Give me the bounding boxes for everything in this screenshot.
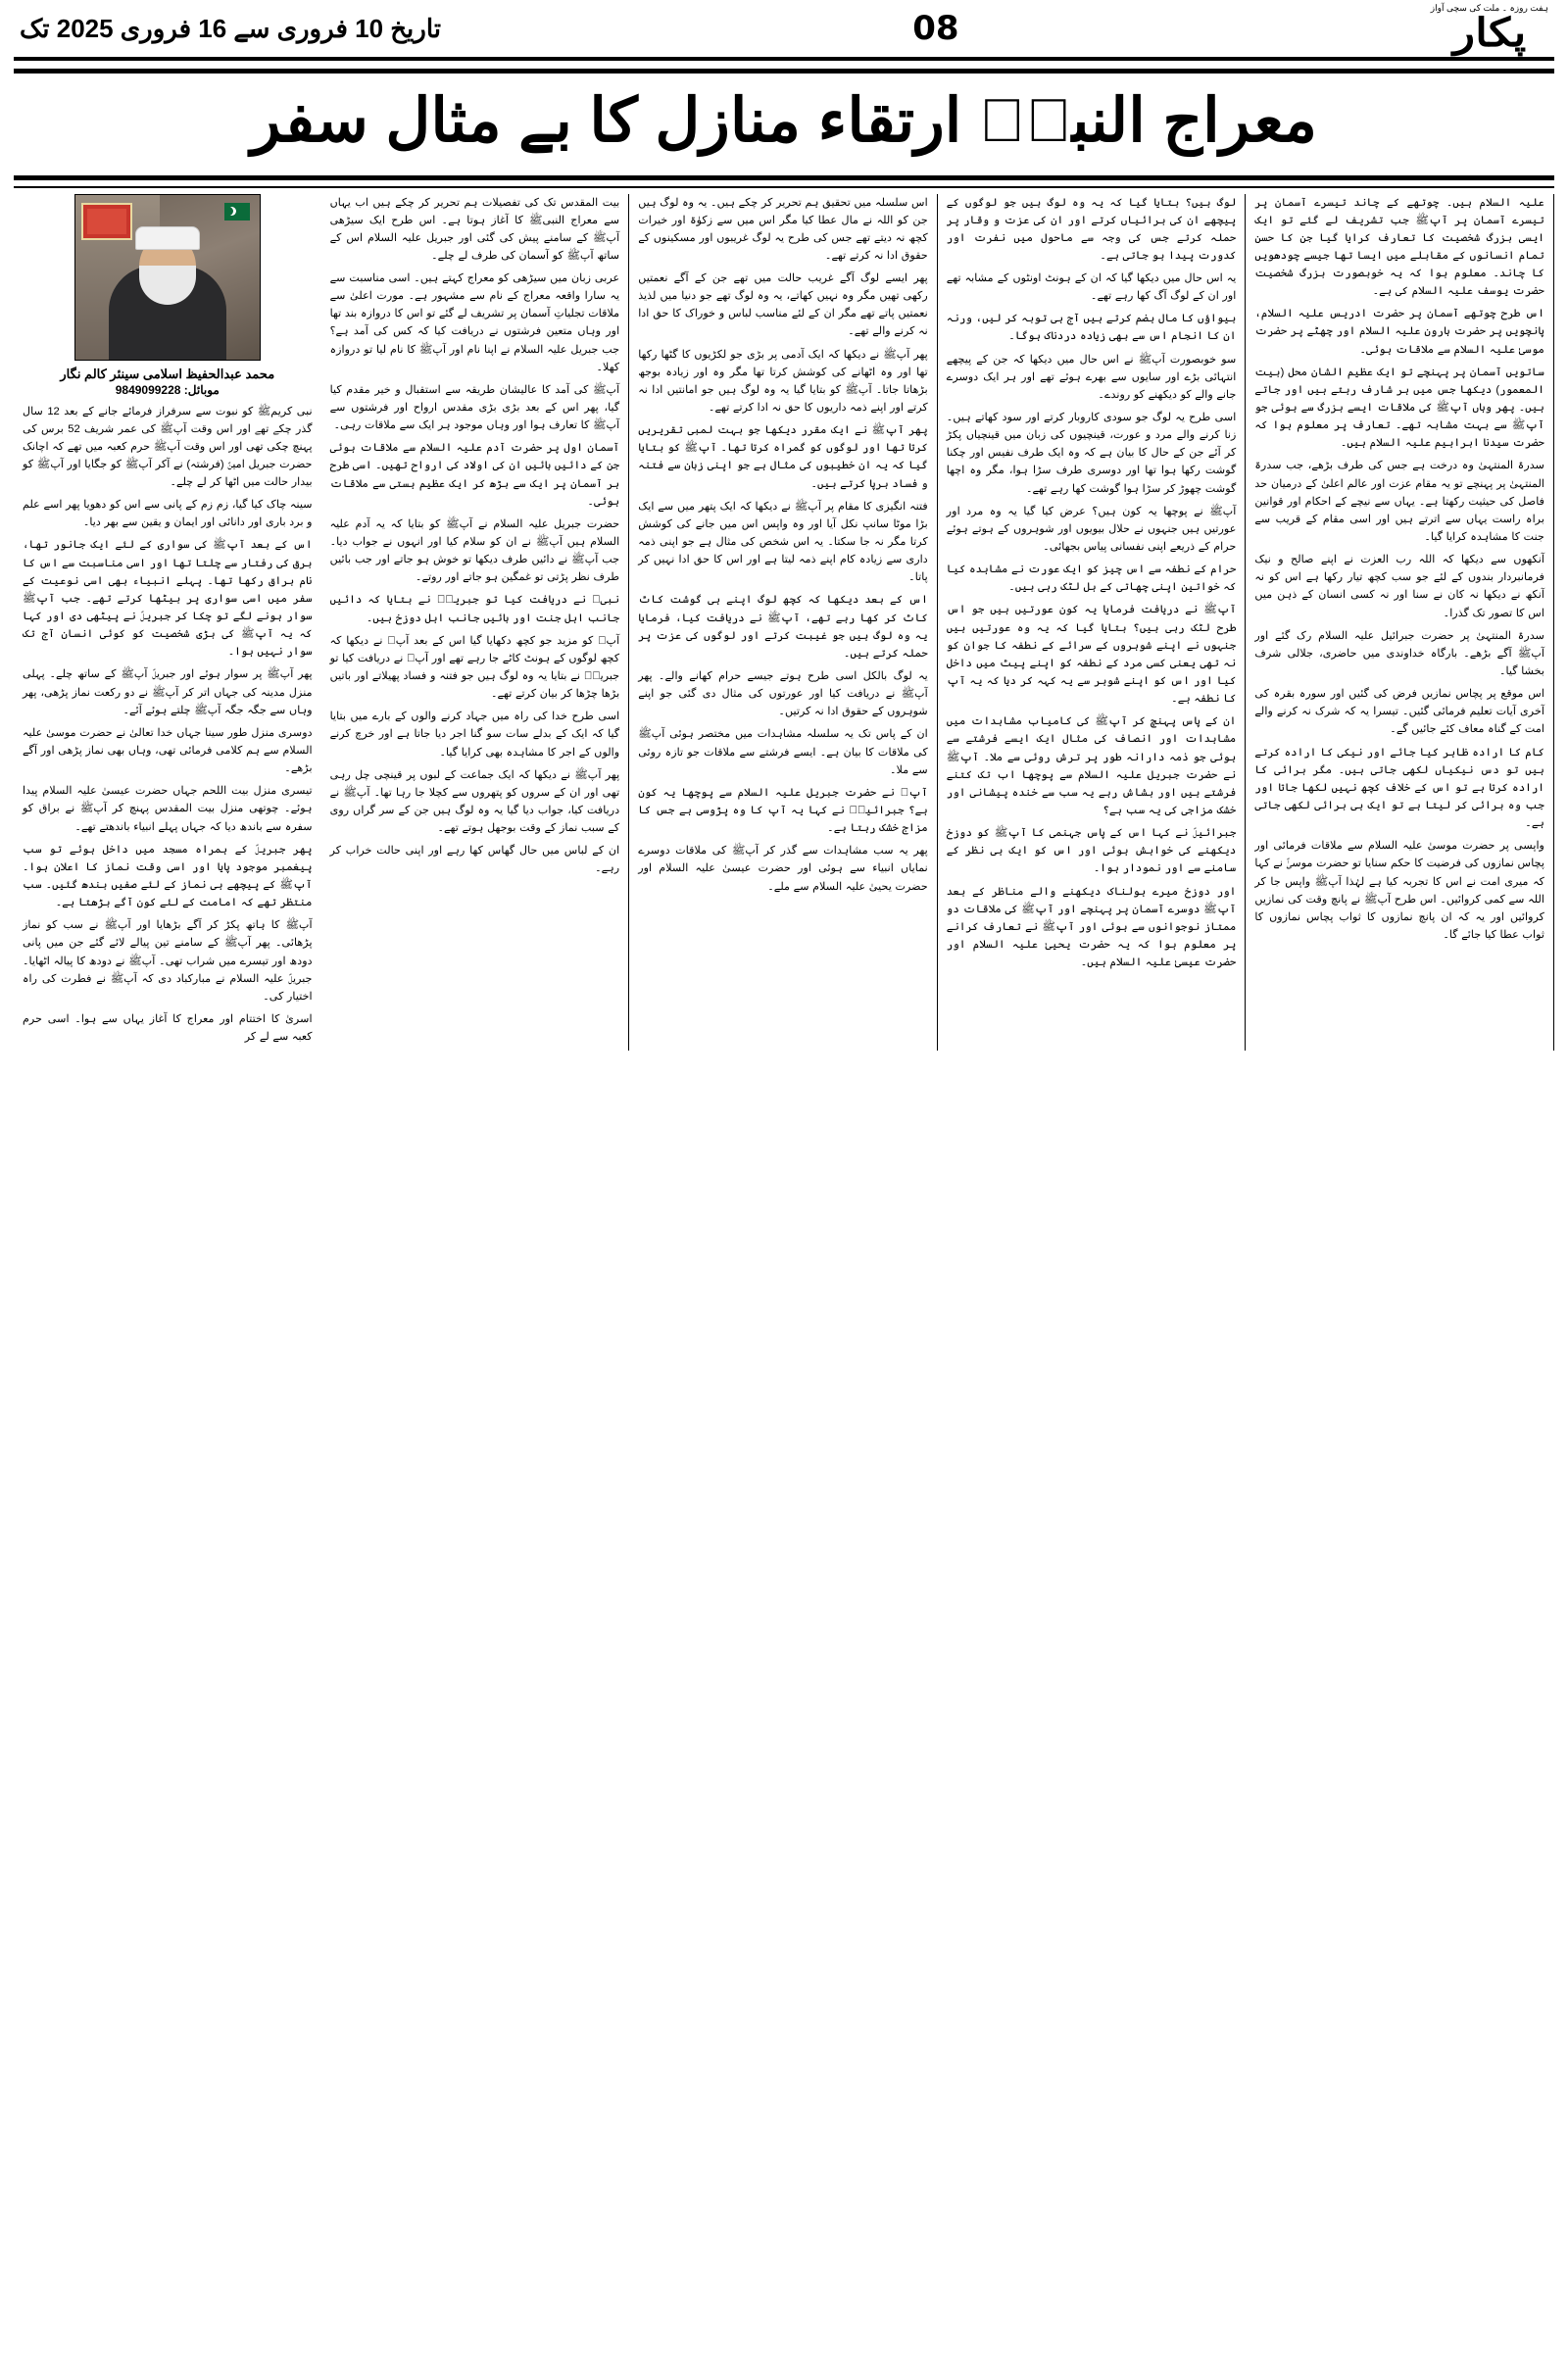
column-container [14,194,1554,1052]
paragraph: آسمان اول پر حضرت آدم علیہ السلام سے ملاقات ہوئی جن کے دائیں بائیں ان کی اولاد کی ارواح تھیں۔ اسی طرح ہر آسمان پر ایک سے بڑھ کر ایک عظیم ہستی سے ملاقات ہوئی۔ [329,442,620,508]
issue-date: تاریخ 10 فروری سے 16 فروری 2025 تک [20,13,442,43]
paragraph: نبیﷺ نے دریافت کیا تو جبریلؑ نے بتایا کہ دائیں جانب اہل جنت اور بائیں جانب اہل دوزخ ہیں۔ [329,594,620,624]
paragraph: یہ لوگ بالکل اسی طرح ہوتے جیسے حرام کھانے والے۔ پھر آپﷺ نے دریافت کیا اور عورتوں کی مثال دی گئی جو اپنے شوہروں کے حقوق ادا نہ کرتیں۔ [638,670,928,718]
page-number: 08 [912,9,959,48]
author-photo [74,194,261,361]
paragraph: بیت المقدس تک کی تفصیلات ہم تحریر کر چکے ہیں اب یہاں سے معراج النبیﷺ کا آغاز ہوتا ہے۔ اس طرح ایک سیڑھی آپﷺ کے سامنے پیش کی گئی اور جبریل علیہ السلام اس کے ساتھ آپﷺ کو آسمان کی طرف لے چلے۔ [329,196,620,262]
paragraph: دوسری منزل طور سینا جہاں خدا تعالیٰ نے حضرت موسیٰ علیہ السلام سے ہم کلامی فرمائی تھی، وہاں بھی نماز پڑھی اور آگے بڑھے۔ [23,726,313,775]
paragraph: حرام کے نطفہ سے اس چیز کو ایک عورت نے مشاہدہ کیا کہ خواتین اپنی چھاتی کے بل لٹک رہی ہیں۔ [946,564,1237,594]
paragraph: اس موقع پر پچاس نمازیں فرض کی گئیں اور سورہ بقرہ کی آخری آیات تعلیم فرمائی گئیں۔ تیسرا یہ کہ شرک نہ کرنے والے امت کے گناہ معاف کئے جائیں گے۔ [1254,688,1544,736]
paragraph: پھر یہ سب مشاہدات سے گذر کر آپﷺ کی ملاقات دوسرے نمایاں انبیاء سے ہوئی اور حضرت عیسیٰ علیہ السلام اور حضرت یحییٰ علیہ السلام سے ملے۔ [638,845,928,893]
paragraph: واپسی پر حضرت موسیٰ علیہ السلام سے ملاقات فرمائی اور پچاس نمازوں کی فرضیت کا حکم سنایا تو حضرت موسیٰؑ نے کہا کہ میری امت نے اس کا تجربہ کیا ہے لہٰذا آپﷺ واپس جا کر اللہ سے کمی کروائیں۔ اس طرح آپﷺ نے پانچ وقت کی نمازیں کروائیں اور یہ کہ ان پانچ نمازوں کا ثواب پچاس نمازوں کا ثواب عطا کیا جائے گا۔ [1254,840,1544,941]
paragraph: ساتویں آسمان پر پہنچے تو ایک عظیم الشان محل (بیت المعمور) دیکھا جس میں ہر شارف رہتے ہیں اور جاتے ہیں۔ پھر وہاں آپﷺ کی ملاقات ایسے بزرگ سے ہوئی جو آپﷺ سے بہت مشابہ تھے۔ تعارف پر معلوم ہوا کہ حضرت سیدنا ابراہیم علیہ السلام ہیں۔ [1254,366,1544,450]
paragraph: سو خوبصورت آپﷺ نے اس حال میں دیکھا کہ جن کے پیچھے انتہائی بڑے اور سایوں سے بھرے ہوئے تھے اور ہر ایک دوسرے جانے والے کو دیکھنے کو روندے۔ [946,353,1237,401]
paragraph: جبرائیلؑ نے کہا اس کے پاس جہنمی کا آپﷺ کو دوزخ دیکھنے کی خواہش ہوئی اور اس کو ایک ہی نظر کے سامنے سے اور نمودار ہوا۔ [946,827,1237,875]
paragraph: عربی زبان میں سیڑھی کو معراج کہتے ہیں۔ اسی مناسبت سے یہ سارا واقعہ معراج کے نام سے مشہور ہے۔ مورت اعلیٰ سے ملاقات تجلیاتِ آسمان پر تشریف لے گئے تو اس کا دروازہ بند تھا اور وہاں متعین فرشتوں نے دریافت کیا کہ کس کی آمد ہے؟ جب جبریل علیہ السلام نے اپنا نام اور آپﷺ کا نام لیا تو دروازہ کھلا۔ [329,272,620,373]
text-column-2 [321,194,630,1052]
paragraph: اسی طرح خدا کی راہ میں جہاد کرنے والوں کے بارے میں بتایا گیا کہ ایک کے بدلے سات سو گنا اجر دیا جاتا ہے اور خرچ کرنے والوں کے اجر کا مشاہدہ بھی کرایا گیا۔ [329,711,620,759]
text-column-3 [629,194,938,1052]
paragraph: سدرۃ المنتہیٰ پر حضرت جبرائیل علیہ السلام رک گئے اور آپﷺ آگے بڑھے۔ بارگاہ خداوندی میں حاضری، جلالی شرف بخشا گیا۔ [1254,629,1544,678]
paragraph: اس سلسلہ میں تحقیق ہم تحریر کر چکے ہیں۔ یہ وہ لوگ ہیں جن کو اللہ نے مال عطا کیا مگر اس میں سے زکوٰۃ اور خیرات کچھ نہ دیتے تھے جس کی طرح یہ لوگ غریبوں اور مسکینوں کے حقوق ادا نہ کرتے تھے۔ [638,196,928,262]
logo-text: پکار [1452,11,1527,55]
paragraph: ان کے پاس تک یہ سلسلہ مشاہدات میں مختصر ہوئی آپﷺ کی ملاقات کا بیان ہے۔ ایسے فرشتے سے ملاقات جو تازہ روئی سے ملا۔ [638,728,928,776]
paragraph: سدرۃ المنتہیٰ وہ درخت ہے جس کی طرف بڑھے، جب سدرۃ المنتہیٰ پر پہنچے تو یہ مقام عزت اور عالم اعلیٰ کے درمیان حد فاصل کی حیثیت رکھتا ہے۔ یہاں سے نیچے کے احکام اور قوانین براہ راست یہاں سے اترتے ہیں اور اسی مقام کے قریب سے جنت کا مشاہدہ کرایا گیا۔ [1254,460,1544,544]
paragraph: آپﷺ نے حضرت جبریل علیہ السلام سے پوچھا یہ کون ہے؟ جبرائیلؑ نے کہا یہ آپ کا وہ پڑوسی ہے جس کا مزاج خشک رہتا ہے۔ [638,786,928,835]
paragraph: آپﷺ کا ہاتھ پکڑ کر آگے بڑھایا اور آپﷺ نے سب کو نماز پڑھائی۔ پھر آپﷺ کے سامنے تین پیالے لائے گئے جن میں پانی دودھ اور تیسرے میں شراب تھی۔ آپﷺ نے دودھ کا پیالہ اٹھایا۔ جبریلؑ علیہ السلام نے مبارکباد دی کہ آپﷺ نے فطرت کی راہ اختیار کی۔ [23,919,313,1003]
paragraph: فتنہ انگیزی کا مقام پر آپﷺ نے دیکھا کہ ایک پتھر میں سے ایک بڑا موٹا سانپ نکل آیا اور وہ واپس اس میں جانے کی کوشش کرتا مگر نہ جا سکتا۔ یہ اس شخص کی مثال ہے جو اپنی ذمہ داری سے زیادہ کام اپنے ذمہ لیتا ہے اور اس کا حق ادا نہیں کر پاتا۔ [638,500,928,584]
paragraph: بیواؤں کا مال ہضم کرتے ہیں آج ہی توبہ کر لیں، ورنہ ان کا انجام اس سے بھی زیادہ دردناک ہوگا۔ [946,313,1237,343]
paragraph: آپﷺ نے دریافت فرمایا یہ کون عورتیں ہیں جو اس طرح لٹک رہی ہیں؟ بتایا گیا کہ یہ وہ عورتیں ہیں جنہوں نے اپنے شوہروں کے سرائے کے نطفہ کا جوان کو نہ تھی یعنی کسی مرد کے نطفہ کو اپنے پیٹ میں داخل کیا اور اس کو اپنے شوہر سے یہ کہہ کر دیا کہ یہ آپ کا نطفہ ہے۔ [946,604,1237,706]
headline-band [14,69,1554,180]
article-headline: معراج النبیؐ ارتقاء منازل کا بے مثال سفر [250,87,1318,155]
paragraph: آنکھوں سے دیکھا کہ اللہ رب العزت نے اپنے صالح و نیک فرمانبردار بندوں کے لئے جو سب کچھ تیار رکھا ہے اس کو نہ آنکھ نے دیکھا نہ کان نے سنا اور نہ کسی انسان کے ذہن میں اس کا تصور تک گذرا۔ [1254,554,1544,619]
paragraph: ان کے پاس پہنچ کر آپﷺ کی کامیاب مشاہدات میں مشاہدات اور انصاف کی مثال ایک ایسے فرشتے سے ہوئی جو ذمہ دارانہ طور پر ترش روئی سے ملا۔ آپﷺ نے حضرت جبریل علیہ السلام سے پوچھا اب تک کتنے فرشتے ہیں اور بشاش رہے یہ سب سے خندہ پیشانی اور خشک مزاجی کی یہ سب ہے؟ [946,715,1237,816]
paragraph: نبی کریمﷺ کو نبوت سے سرفراز فرمائے جانے کے بعد 12 سال گذر چکے تھے اور اس وقت آپﷺ کی عمر شریف 52 برس کی پہنچ چکی تھی اور اس وقت آپﷺ حرم کعبہ میں تھے کہ اچانک حضرت جبریل امینؑ (فرشتہ) نے آکر آپﷺ کو جگایا اور آپﷺ کو بیدار حالت میں اٹھا کر لے چلے۔ [23,405,313,489]
paragraph: اس کے بعد دیکھا کہ کچھ لوگ اپنے ہی گوشت کاٹ کاٹ کر کھا رہے تھے، آپﷺ نے دریافت کیا، فرمایا یہ وہ لوگ ہیں جو غیبت کرتے اور لوگوں کی عزت پر حملہ کرتے ہیں۔ [638,594,928,660]
article-body [14,186,1554,1052]
author-mobile: موبائل: 9849099228 [115,382,220,397]
paragraph: پھر آپﷺ نے دیکھا کہ ایک جماعت کے لبوں پر قینچی چل رہی تھی اور ان کے سروں کو پتھروں سے کچلا جا رہا تھا۔ آپﷺ نے دریافت کیا، جواب دیا گیا یہ وہ لوگ ہیں جن کے سر گراں روی کے سبب نماز کے وقت بوجھل ہوتے تھے۔ [329,768,620,835]
text-column-4 [938,194,1247,1052]
text-column-1 [14,194,321,1052]
publication-logo [1431,4,1548,53]
masthead [14,0,1554,61]
paragraph: آپﷺ کو مزید جو کچھ دکھایا گیا اس کے بعد آپﷺ نے دیکھا کہ کچھ لوگوں کے ہونٹ کاٹے جا رہے تھے اور آپﷺ نے دریافت کیا تو جبریلؑ نے بتایا یہ وہ لوگ ہیں جو فتنہ و فساد پھیلاتے اور باتیں بڑھا چڑھا کر بیان کرتے تھے۔ [329,634,620,701]
paragraph: اس کے بعد آپﷺ کی سواری کے لئے ایک جانور تھا، برق کی رفتار سے چلتا تھا اور اسی مناسبت سے اس کا نام براق رکھا تھا۔ پہلے انبیاء بھی اسی نوعیت کے سفر میں اسی سواری پر بیٹھا کرتے تھے۔ جب آپﷺ سوار ہونے لگے تو چکا کر جبریلؑ نے پیٹھی دی اور کہا کہ یہ آپﷺ کی بڑی شخصیت کو کوئی انسان آج تک سوار نہیں ہوا۔ [23,539,313,659]
paragraph: پھر ایسے لوگ آگے غریب حالت میں تھے جن کے آگے نعمتیں رکھی تھیں مگر وہ نہیں کھاتے، یہ وہ لوگ تھے جو دنیا میں لذیذ نعمتیں پاتے تھے مگر ان کے لئے مناسب لباس و خوراک کا حق ادا نہ کرنے والے تھے۔ [638,272,928,338]
paragraph: اسریٰ کا اختتام اور معراج کا آغاز یہاں سے ہوا۔ اسی حرم کعبہ سے لے کر [23,1013,313,1044]
paragraph: یہ اس حال میں دیکھا گیا کہ ان کے ہونٹ اونٹوں کے مشابہ تھے اور ان کے لوگ آگ کھا رہے تھے۔ [946,272,1237,303]
paragraph: حضرت جبریل علیہ السلام نے آپﷺ کو بتایا کہ یہ آدم علیہ السلام ہیں آپﷺ نے ان کو سلام کیا اور انہوں نے جواب دیا۔ جب آپﷺ نے دائیں طرف دیکھا تو خوش ہو جاتے اور جب بائیں طرف نظر پڑتی تو غمگین ہو جاتے اور روتے۔ [329,517,620,584]
paragraph: علیہ السلام ہیں۔ چوتھے کے چاند تیسرے آسمان پر تیسرے آسمان پر آپﷺ جب تشریف لے گئے تو ایک ایسی بزرگ شخصیت کا تعارف کرایا گیا جن کا حسن تمام انسانوں کے مقابلے میں ایسا تھا جیسے چودھویں کا چاند۔ معلوم ہوا کہ یہ خوبصورت بزرگ شخصیت حضرت یوسف علیہ السلام کی ہے۔ [1254,196,1544,298]
paragraph: آپﷺ کی آمد کا عالیشان طریقہ سے استقبال و خیر مقدم کیا گیا، پھر اس کے بعد بڑی بڑی مقدس ارواح اور فرشتوں سے آپﷺ کا تعارف ہوا اور وہاں موجود ہر ایک سے ملاقات رہی۔ [329,383,620,432]
paragraph: ان کے لباس میں حال گھاس کھا رہے اور اپنی حالت خراب کر رہے۔ [329,845,620,875]
paragraph: آپﷺ نے پوچھا یہ کون ہیں؟ عرض کیا گیا یہ وہ مرد اور عورتیں ہیں جنہوں نے حلال بیویوں اور شوہروں کے ہوتے ہوئے حرام کے ذریعے اپنی نفسانی پیاس بجھائی۔ [946,505,1237,554]
text-column-5 [1246,194,1554,1052]
paragraph: اس طرح چوتھے آسمان پر حضرت ادریس علیہ السلام، پانچویں پر حضرت ہارون علیہ السلام اور چھٹے پر حضرت موسیٰ علیہ السلام سے ملاقات ہوئی۔ [1254,308,1544,356]
paragraph: پھر آپﷺ پر سوار ہوئے اور جبریلؑ آپﷺ کے ساتھ چلے۔ پہلی منزل مدینہ کی جہاں اتر کر آپﷺ نے دو رکعت نماز پڑھی، پھر وہاں سے جگہ جگہ آپﷺ چلتے ہوئے آئے۔ [23,668,313,716]
paragraph: لوگ ہیں؟ بتایا گیا کہ یہ وہ لوگ ہیں جو لوگوں کے پیچھے ان کی برائیاں کرتے اور ان کی عزت و وقار پر حملہ کرتے جس کی وجہ سے ماحول میں نفرت اور کدورت پیدا ہو جاتی ہے۔ [946,196,1237,262]
paragraph: پھر جبریلؑ کے ہمراہ مسجد میں داخل ہوئے تو سب پیغمبر موجود پایا اور اسی وقت نماز کا اعلان ہوا۔ آپﷺ کے پیچھے ہی نماز کے لئے صفیں بندھ گئیں۔ سب منتظر تھے کہ امامت کے لئے کون آگے بڑھتا ہے۔ [23,843,313,909]
paragraph: تیسری منزل بیت اللحم جہاں حضرت عیسیٰ علیہ السلام پیدا ہوئے۔ چوتھی منزل بیت المقدس پہنچ کر آپﷺ نے براق کو سفرہ سے باندھ دیا کہ جہاں پہلے انبیاء باندھتے تھے۔ [23,785,313,833]
author-name: محمد عبدالحفیظ اسلامی سینئر کالم نگار [60,366,275,381]
paragraph: پھر آپﷺ نے ایک مقرر دیکھا جو بہت لمبی تقریریں کرتا تھا اور لوگوں کو گمراہ کرتا تھا۔ آپﷺ کو بتایا گیا کہ یہ ان خطیبوں کی مثال ہے جو اپنی زبان سے فتنہ و فساد برپا کرتے ہیں۔ [638,424,928,490]
logo-tagline: ہفت روزہ ۔ ملت کی سچی آواز [1430,3,1548,14]
paragraph: پھر آپﷺ نے دیکھا کہ ایک آدمی پر بڑی جو لکڑیوں کا گٹھا رکھا تھا اور وہ اٹھانے کی کوشش کرتا تھا مگر وہ اور زیادہ بوجھ بڑھاتا جاتا۔ آپﷺ کو بتایا گیا یہ وہ لوگ ہیں جو امانتیں ادا نہ کرتے اور اپنے ذمہ داریوں کا حق نہ ادا کرتے تھے۔ [638,348,928,415]
paragraph: اور دوزخ میرے ہولناک دیکھنے والے مناظر کے بعد آپﷺ دوسرے آسمان پر پہنچے اور آپﷺ کی ملاقات دو ممتاز نوجوانوں سے ہوئی اور آپﷺ نے تعارف کرانے پر معلوم ہوا کہ یہ حضرت یحییٰ علیہ السلام اور حضرت عیسیٰ علیہ السلام ہیں۔ [946,885,1237,969]
paragraph: اسی طرح یہ لوگ جو سودی کاروبار کرتے اور سود کھاتے ہیں۔ زنا کرنے والے مرد و عورت، قینچیوں کی زبان میں قینچیاں پکڑ کر آئے جن کے حال کا بیان ہے کہ وہ ایک طرف نفیس اور چکنا گوشت رکھا ہوا تھا اور دوسری طرف سڑا ہوا، مگر وہ اچھا گوشت چھوڑ کر سڑا ہوا گوشت کھا رہے تھے۔ [946,412,1237,495]
paragraph: کام کا ارادہ ظاہر کیا جائے اور نیکی کا ارادہ کرتے ہیں تو دس نیکیاں لکھی جاتی ہیں۔ مگر برائی کا ارادہ کرتا ہے تو اس کے خلاف کچھ نہیں لکھا جاتا اور جب وہ برائی کر لیتا ہے تو ایک ہی برائی لکھی جاتی ہے۔ [1254,746,1544,830]
paragraph: سینہ چاک کیا گیا، زم زم کے پانی سے اس کو دھویا پھر اسے علم و برد باری اور دانائی اور ایمان و یقین سے بھر دیا۔ [23,499,313,529]
